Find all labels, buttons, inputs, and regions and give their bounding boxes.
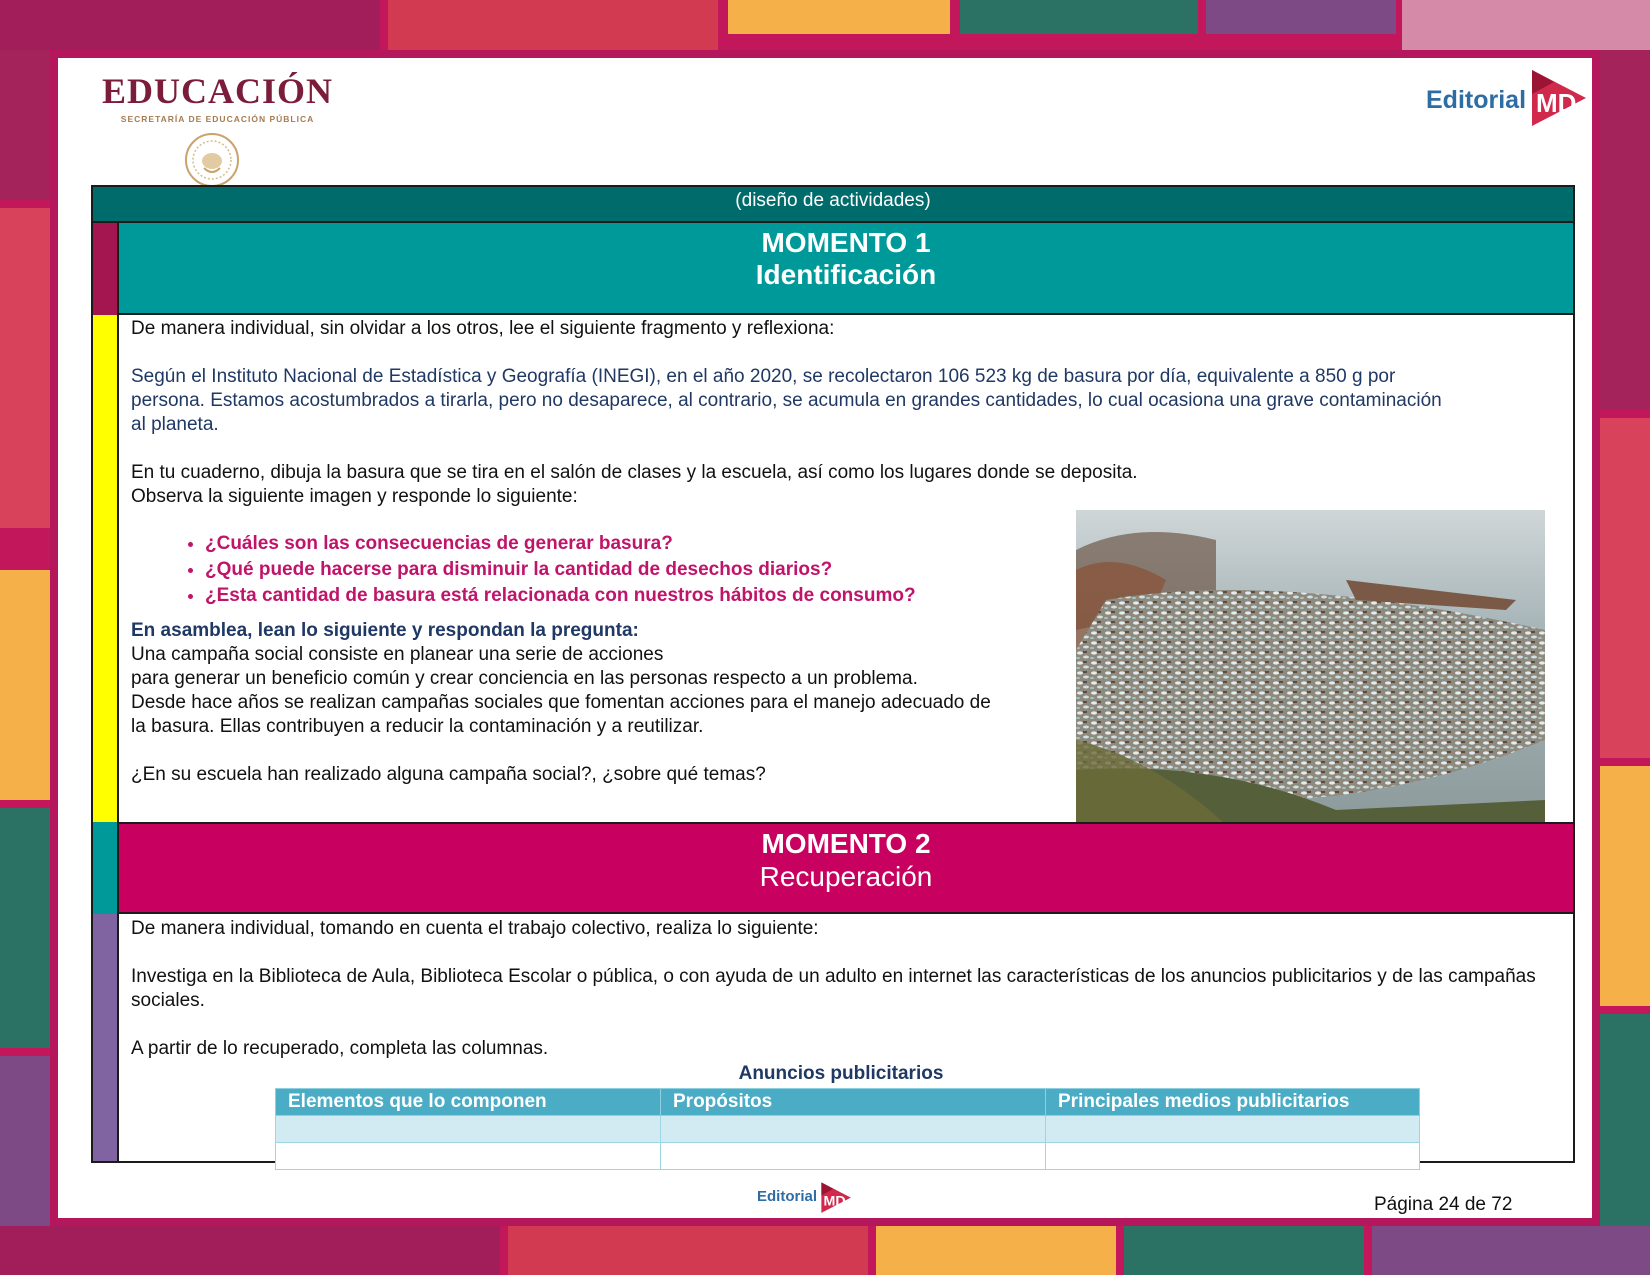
instruction-observe: Observa la siguiente imagen y responde lo siguiente: (131, 486, 578, 507)
bg-block (0, 1226, 500, 1275)
momento1-title: MOMENTO 1 (761, 227, 931, 258)
assembly-line: la basura. Ellas contribuyen a reducir la contaminación y a reutilizar. (131, 716, 704, 737)
bg-block (0, 808, 50, 1048)
bg-block (508, 1226, 868, 1275)
footer-logo-word: Editorial (757, 1188, 818, 1205)
instruction-draw: En tu cuaderno, dibuja la basura que se tira en el salón de clases y la escuela, así como los lugares donde se deposita. (131, 462, 1138, 483)
research-instruction: Investiga en la Biblioteca de Aula, Biblioteca Escolar o pública, o con ayuda de un adulto en internet las características de los anuncios publicitarios y de las campañas sociales. (131, 966, 1536, 1011)
column-header: Elementos que lo componen (276, 1089, 661, 1116)
bg-block (1402, 0, 1650, 50)
list-item: • ¿Esta cantidad de basura está relacionada con nuestros hábitos de consumo? (205, 583, 1561, 609)
editorial-word: Editorial (1426, 86, 1527, 114)
svg-text:MD: MD (1536, 88, 1577, 118)
national-seal-icon (184, 132, 240, 188)
momento1-header (119, 223, 1573, 315)
table-title: Anuncios publicitarios (738, 1063, 944, 1084)
bg-block (0, 570, 50, 800)
inegi-fragment: Según el Instituto Nacional de Estadística y Geografía (INEGI), en el año 2020, se recolectaron 106 523 kg de basura por día, equivalente a 850 g por persona. Estamos acostumbrados a tirarla, pero no desaparece, al contrario, se acumula en grandes cantidades, lo cual ocasiona una grave contaminación al planeta. (131, 366, 1442, 435)
table-row (276, 1116, 1420, 1143)
section-label: (diseño de actividades) (93, 187, 1573, 223)
bg-block (960, 0, 1198, 34)
momento2-content (131, 917, 1561, 1061)
list-item: • ¿Qué puede hacerse para disminuir la cantidad de desechos diarios? (205, 557, 1561, 583)
bg-block (1124, 1226, 1364, 1275)
ads-table (275, 1088, 1420, 1170)
assembly-heading: En asamblea, lean lo siguiente y respondan la pregunta: (131, 620, 639, 641)
table-cell[interactable] (661, 1143, 1046, 1170)
table-cell[interactable] (661, 1116, 1046, 1143)
assembly-line: Una campaña social consiste en planear una serie de acciones (131, 644, 664, 665)
assembly-line: Desde hace años se realizan campañas sociales que fomentan acciones para el manejo adecuado de (131, 692, 991, 713)
page-number: Página 24 de 72 (1374, 1194, 1513, 1215)
table-cell[interactable] (1046, 1116, 1420, 1143)
accent-strip (93, 822, 119, 914)
bg-block (1600, 418, 1650, 758)
complete-instruction: A partir de lo recuperado, completa las columnas. (131, 1038, 549, 1059)
bg-block (1372, 1226, 1650, 1275)
momento2-intro: De manera individual, tomando en cuenta el trabajo colectivo, realiza lo siguiente: (131, 918, 819, 939)
bg-block (0, 208, 50, 528)
accent-strip (93, 223, 119, 315)
bg-block (0, 50, 50, 200)
bg-block (388, 0, 718, 50)
sep-title: EDUCACIÓN (102, 71, 334, 111)
momento2-title: MOMENTO 2 (761, 828, 931, 859)
accent-strip (93, 914, 119, 1161)
momento1-intro: De manera individual, sin olvidar a los otros, lee el siguiente fragmento y reflexiona: (131, 318, 835, 339)
accent-strip (93, 315, 119, 822)
table-header-row (276, 1089, 1420, 1116)
bg-block (1600, 766, 1650, 1006)
momento2-subtitle: Recuperación (759, 861, 933, 892)
garbage-lake-photo (1076, 510, 1545, 825)
sep-logo (102, 70, 333, 124)
list-item: • ¿Cuáles son las consecuencias de generar basura? (205, 531, 1561, 557)
md-logo-icon (1524, 64, 1590, 126)
column-header: Propósitos (661, 1089, 1046, 1116)
bg-block (0, 0, 380, 50)
assembly-line: para generar un beneficio común y crear conciencia en las personas respecto a un problema. (131, 668, 918, 689)
momento1-subtitle: Identificación (755, 259, 937, 290)
table-cell[interactable] (276, 1143, 661, 1170)
final-question: ¿En su escuela han realizado alguna campaña social?, ¿sobre qué temas? (131, 764, 766, 785)
table-cell[interactable] (276, 1116, 661, 1143)
bg-block (876, 1226, 1116, 1275)
bg-block (1206, 0, 1396, 34)
momento2-header (119, 822, 1573, 914)
sep-subtitle: SECRETARÍA DE EDUCACIÓN PÚBLICA (120, 114, 315, 124)
table-row (276, 1143, 1420, 1170)
svg-text:MD: MD (823, 1193, 846, 1210)
bg-block (1600, 50, 1650, 410)
md-logo-icon (817, 1178, 853, 1214)
bg-block (728, 0, 950, 34)
activity-table (91, 185, 1575, 1163)
column-header: Principales medios publicitarios (1046, 1089, 1420, 1116)
table-cell[interactable] (1046, 1143, 1420, 1170)
